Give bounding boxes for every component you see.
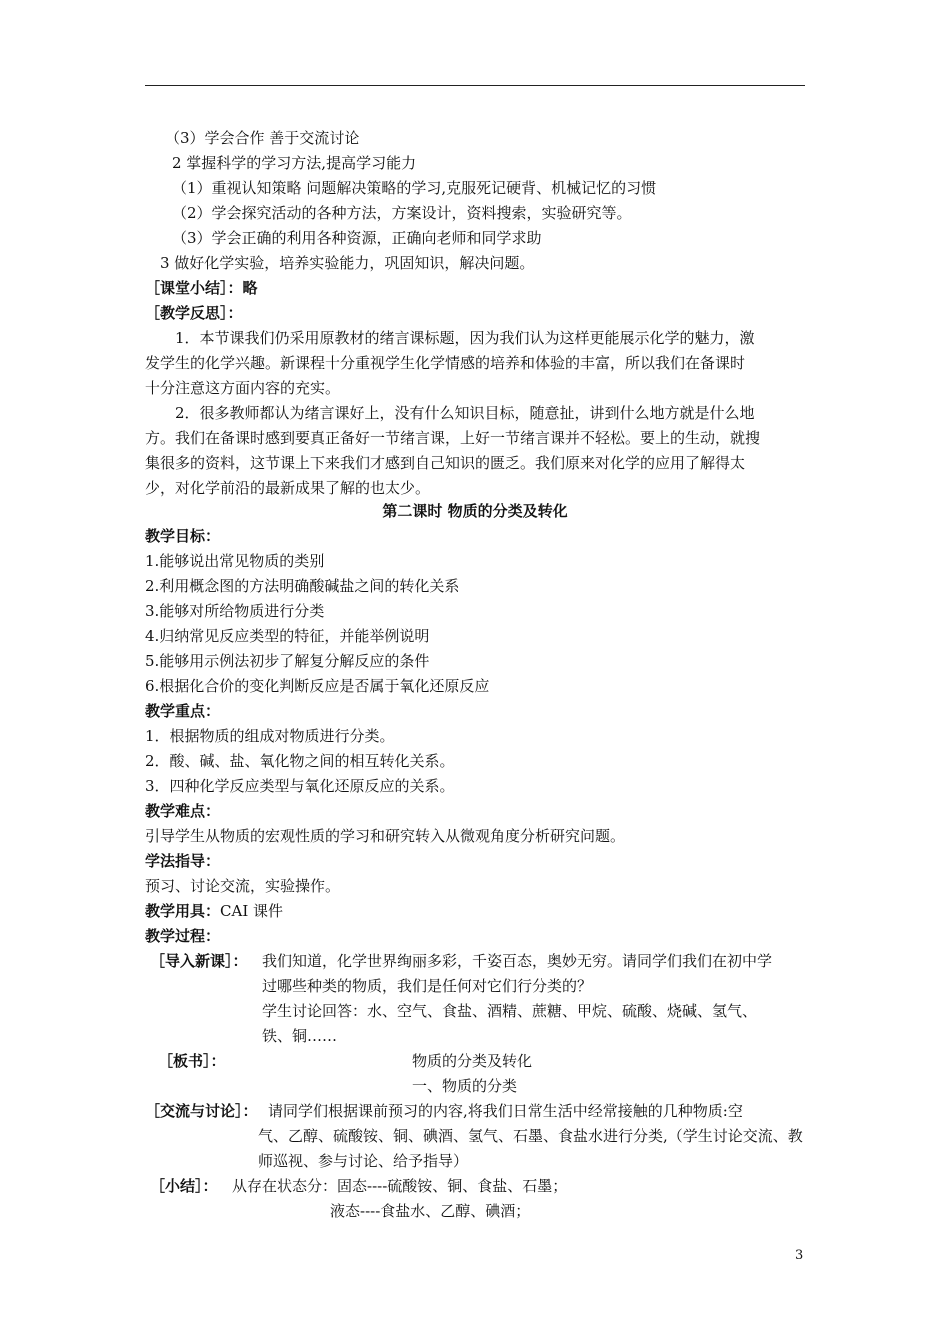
list-item: 4.归纳常见反应类型的特征，并能举例说明 (145, 627, 430, 645)
text-line: （3）学会合作 善于交流讨论 (165, 129, 360, 147)
text-line: （3）学会正确的利用各种资源，正确向老师和同学求助 (172, 229, 542, 247)
text-line: 引导学生从物质的宏观性质的学习和研究转入从微观角度分析研究问题。 (145, 827, 626, 845)
text-line: 过哪些种类的物质，我们是任何对它们行分类的？ (262, 977, 593, 995)
section-heading: 教学用具： (145, 902, 221, 920)
text-line: 请同学们根据课前预习的内容,将我们日常生活中经常接触的几种物质:空 (268, 1102, 743, 1120)
text-line: 预习、讨论交流，实验操作。 (145, 877, 341, 895)
section-heading: 教学目标： (145, 527, 221, 545)
list-item: 3.能够对所给物质进行分类 (145, 602, 325, 620)
text-line: 2．很多教师都认为绪言课好上，没有什么知识目标，随意扯，讲到什么地方就是什么地 (175, 404, 755, 422)
text-line: 发学生的化学兴趣。新课程十分重视学生化学情感的培养和体验的丰富，所以我们在备课时 (145, 354, 746, 372)
text-line: 十分注意这方面内容的充实。 (145, 379, 341, 397)
text-line: 我们知道，化学世界绚丽多彩，千姿百态，奥妙无穷。请同学们我们在初中学 (262, 952, 773, 970)
page-number: 3 (795, 1248, 804, 1263)
text-line: 3 做好化学实验，培养实验能力，巩固知识，解决问题。 (160, 254, 535, 272)
list-item: 2．酸、碱、盐、氧化物之间的相互转化关系。 (145, 752, 455, 770)
list-item: 2.利用概念图的方法明确酸碱盐之间的转化关系 (145, 577, 460, 595)
lesson-title: 第二课时 物质的分类及转化 (382, 502, 568, 520)
text-line: 从存在状态分：固态----硫酸铵、铜、食盐、石墨； (232, 1177, 568, 1195)
list-item: 6.根据化合价的变化判断反应是否属于氧化还原反应 (145, 677, 490, 695)
section-heading: ［小结］： (150, 1177, 218, 1195)
text-line: 液态----食盐水、乙醇、碘酒； (330, 1202, 531, 1220)
section-heading: 教学过程： (145, 927, 221, 945)
text-line: 2 掌握科学的学习方法,提高学习能力 (172, 154, 417, 172)
section-heading: 教学重点： (145, 702, 221, 720)
list-item: 1．根据物质的组成对物质进行分类。 (145, 727, 395, 745)
text-line: 气、乙醇、硫酸铵、铜、碘酒、氢气、石墨、食盐水进行分类,（学生讨论交流、教 (258, 1127, 803, 1145)
section-heading: 教学难点： (145, 802, 221, 820)
section-heading: 学法指导： (145, 852, 221, 870)
section-heading: ［课堂小结］：略 (145, 279, 258, 297)
text-span: CAI 课件 (220, 902, 284, 920)
text-line: 铁、铜…… (262, 1027, 338, 1045)
header-rule (145, 85, 805, 86)
text-line: 方。我们在备课时感到要真正备好一节绪言课，上好一节绪言课并不轻松。要上的生动，就搜 (145, 429, 761, 447)
section-heading: ［导入新课］： (150, 952, 248, 970)
board-text: 物质的分类及转化 (412, 1052, 533, 1070)
board-text: 一、物质的分类 (412, 1077, 518, 1095)
text-line: 集很多的资料，这节课上下来我们才感到自己知识的匮乏。我们原来对化学的应用了解得太 (145, 454, 746, 472)
text-line: 师巡视、参与讨论、给予指导） (258, 1152, 469, 1170)
text-line: （1）重视认知策略 问题解决策略的学习,克服死记硬背、机械记忆的习惯 (172, 179, 657, 197)
list-item: 1.能够说出常见物质的类别 (145, 552, 325, 570)
text-line: 学生讨论回答：水、空气、食盐、酒精、蔗糖、甲烷、硫酸、烧碱、氢气、 (262, 1002, 758, 1020)
text-line: 少，对化学前沿的最新成果了解的也太少。 (145, 479, 431, 497)
section-heading: ［教学反思］： (145, 304, 243, 322)
text-line: 1．本节课我们仍采用原教材的绪言课标题，因为我们认为这样更能展示化学的魅力，激 (175, 329, 755, 347)
list-item: 5.能够用示例法初步了解复分解反应的条件 (145, 652, 430, 670)
section-heading: ［板书］： (158, 1052, 226, 1070)
list-item: 3．四种化学反应类型与氧化还原反应的关系。 (145, 777, 455, 795)
section-heading: ［交流与讨论］： (145, 1102, 258, 1120)
text-line (145, 900, 283, 922)
text-line: （2）学会探究活动的各种方法，方案设计，资料搜索，实验研究等。 (172, 204, 632, 222)
